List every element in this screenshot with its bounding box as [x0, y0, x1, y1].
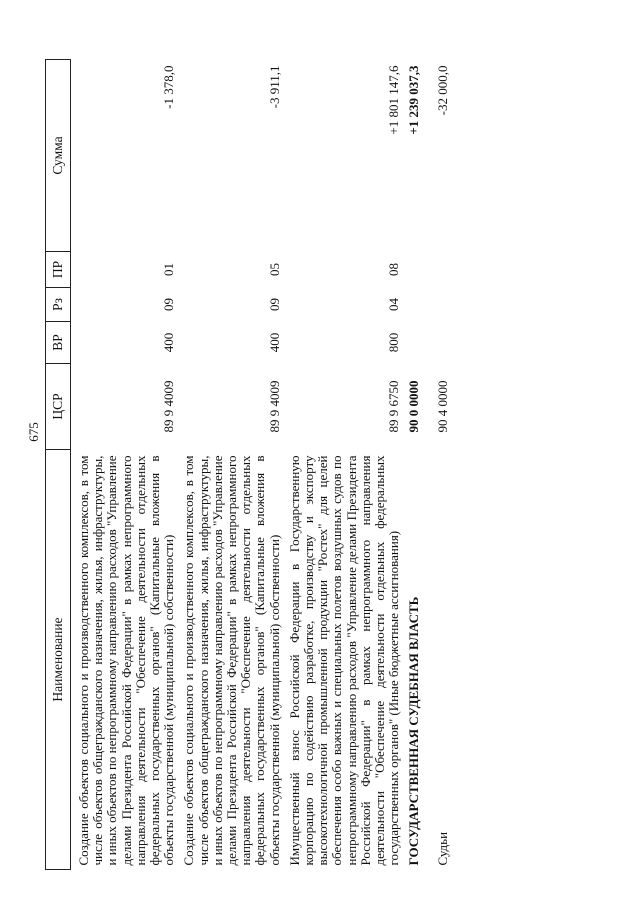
row-pr — [403, 252, 423, 288]
header-rz: Рз — [46, 288, 71, 322]
row-pr: 05 — [266, 263, 282, 276]
row-vr: 800 — [386, 332, 402, 353]
row-sum: +1 801 147,6 — [386, 65, 402, 135]
table-header — [46, 60, 71, 870]
header-vr: ВР — [46, 322, 71, 364]
row-sum: -3 911,1 — [266, 65, 282, 109]
row-name: Судьи — [434, 831, 450, 866]
row-vr: 400 — [266, 332, 282, 353]
header-pr: ПР — [46, 252, 71, 288]
row-rz: 04 — [386, 298, 402, 311]
row-sum: -1 378,0 — [161, 65, 177, 109]
row-pr: 08 — [386, 263, 402, 276]
header-csr: ЦСР — [46, 364, 71, 450]
table-row — [71, 60, 179, 870]
table-row — [284, 60, 404, 870]
row-name: ГОСУДАРСТВЕННАЯ СУДЕБНАЯ ВЛАСТЬ — [406, 596, 422, 866]
row-csr: 90 4 0000 — [434, 380, 450, 433]
row-pr: 01 — [161, 263, 177, 276]
budget-table — [45, 59, 452, 870]
row-vr — [432, 322, 452, 364]
row-csr: 90 0 0000 — [406, 380, 422, 433]
header-name: Наименование — [46, 450, 71, 870]
row-rz: 09 — [161, 298, 177, 311]
row-csr: 89 9 4009 — [161, 380, 177, 433]
row-csr: 89 9 6750 — [386, 380, 402, 433]
row-name: Имущественный взнос Российской Федерации в Государственную корпорацию по содействию разработке, производству и экспорту высокотехнологичной промышленной продукции "Ростех" для целей обеспечения особо важных и специальных полетов воздушных судов по непрограммному направлению расходов "Управление делами Президента Российской Федерации" в рамках непрограммного направления деятельности "Обеспечение деятельности отдельных федеральных государственных органов" (Иные бюджетные ассигнования) — [286, 455, 402, 866]
row-name: Создание объектов социального и производственного комплексов, в том числе объектов общегражданского назначения, жилья, инфраструктуры, и иных объектов по непрограммному направлению расходов "Управление делами Президента Российской Федерации" в рамках непрограммного направления деятельности "Обеспечение деятельности отдельных федеральных государственных органов" (Капитальные вложения в объекты государственной (муниципальной) собственности) — [181, 455, 282, 866]
table-row — [432, 60, 452, 870]
page-number: 675 — [26, 422, 41, 442]
table-row — [403, 60, 423, 870]
row-rz: 09 — [266, 298, 282, 311]
header-sum: Сумма — [46, 60, 71, 252]
rotated-table-container — [45, 60, 585, 870]
row-name: Создание объектов социального и производственного комплексов, в том числе объектов общегражданского назначения, жилья, инфраструктуры, и иных объектов по непрограммному направлению расходов "Управление делами Президента Российской Федерации" в рамках непрограммного направления деятельности "Обеспечение деятельности отдельных федеральных государственных органов" (Капитальные вложения в объекты государственной (муниципальной) собственности) — [76, 455, 177, 866]
row-sum: +1 239 037,3 — [406, 65, 422, 135]
row-pr — [432, 252, 452, 288]
row-rz — [432, 288, 452, 322]
row-vr: 400 — [161, 332, 177, 353]
row-sum: -32 000,0 — [434, 65, 450, 116]
row-rz — [403, 288, 423, 322]
row-csr: 89 9 4009 — [266, 380, 282, 433]
table-row — [178, 60, 283, 870]
row-vr — [403, 322, 423, 364]
